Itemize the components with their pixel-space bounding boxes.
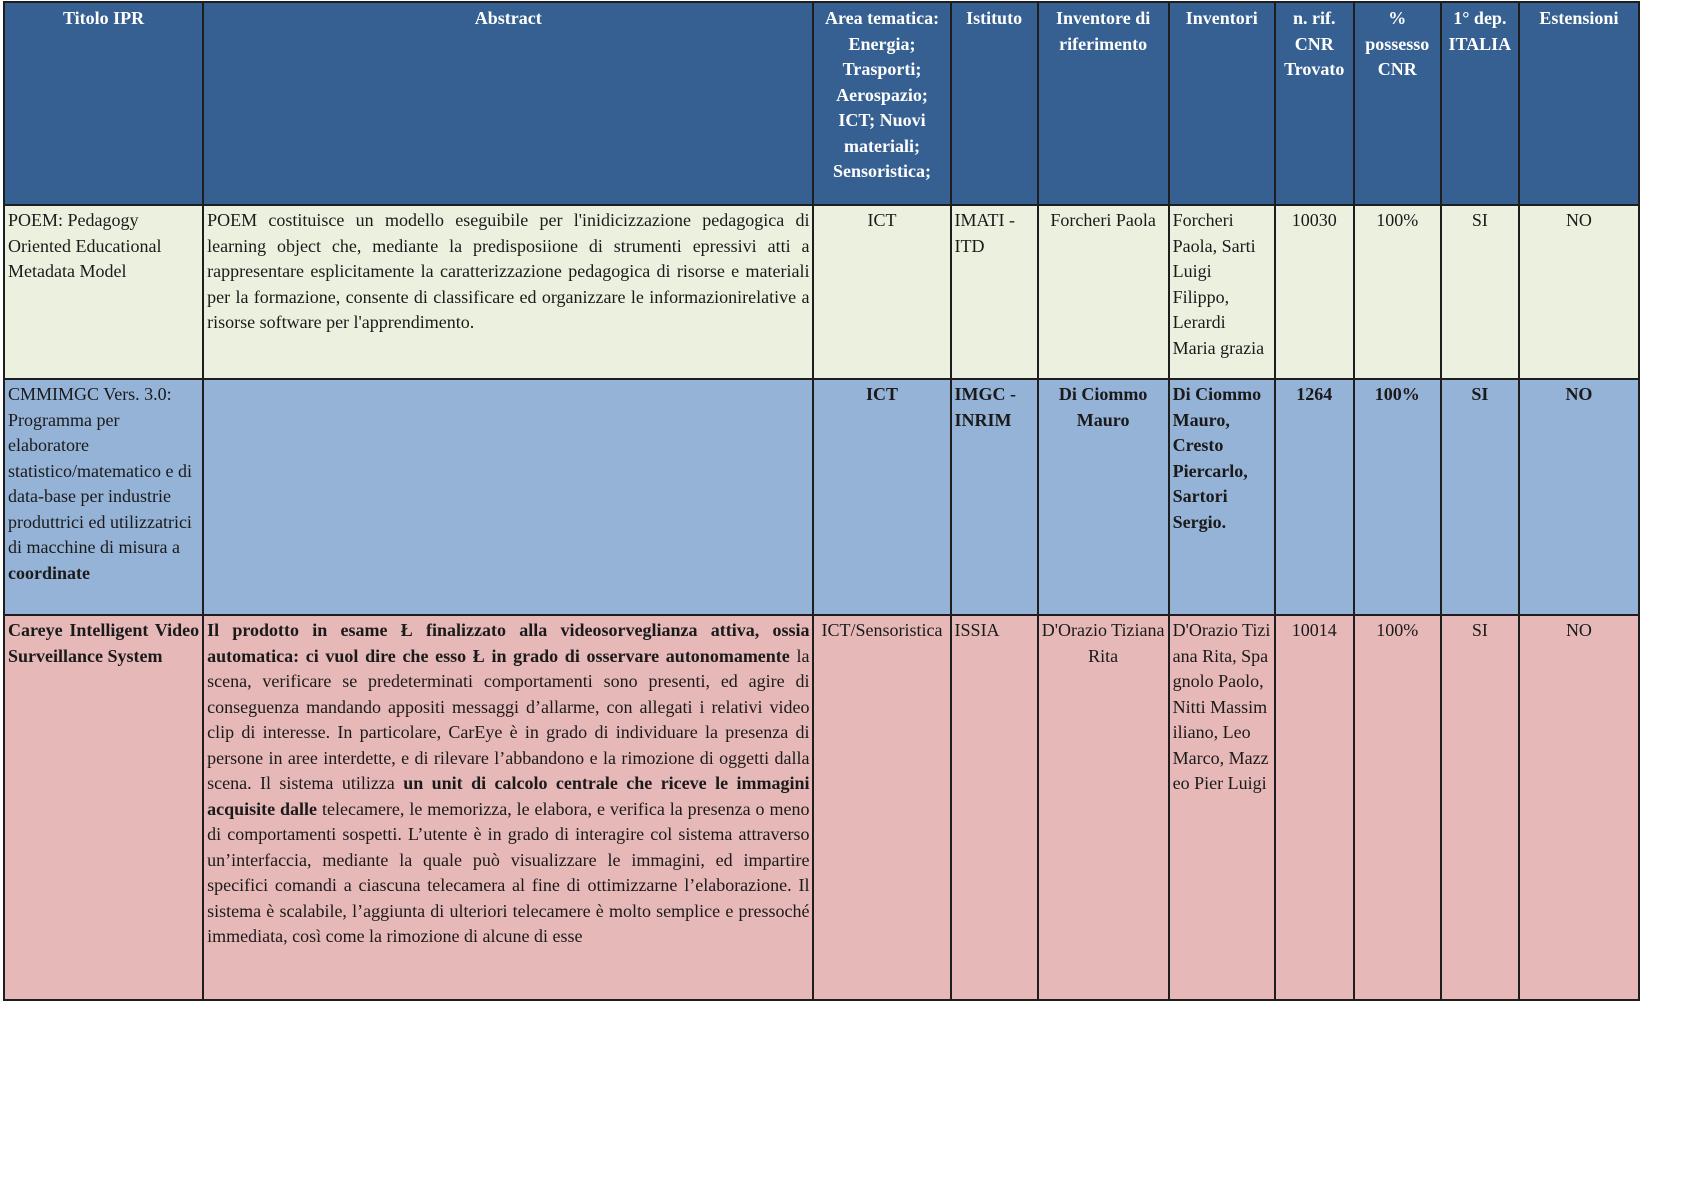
cell-istituto: ISSIA <box>951 615 1038 1000</box>
cell-istituto: IMGC - INRIM <box>951 379 1038 615</box>
cell-dep: SI <box>1441 205 1519 379</box>
header-inventore-rif: Inventore di riferimento <box>1038 2 1169 205</box>
table-row <box>4 205 1639 379</box>
header-inventori: Inventori <box>1169 2 1275 205</box>
cell-dep: SI <box>1441 615 1519 1000</box>
cell-inventore-rif: Di Ciommo Mauro <box>1038 379 1169 615</box>
cell-inventore-rif: D'Orazio Tiziana Rita <box>1038 615 1169 1000</box>
cell-n-rif: 1264 <box>1275 379 1354 615</box>
cell-estensioni: NO <box>1519 205 1639 379</box>
header-istituto: Istituto <box>951 2 1038 205</box>
header-area: Area tematica: Energia; Trasporti; Aerospazio; ICT; Nuovi materiali; Sensoristica; <box>813 2 950 205</box>
cell-area: ICT <box>813 205 950 379</box>
cell-inventore-rif: Forcheri Paola <box>1038 205 1169 379</box>
inventori-text: Forcheri Paola, Sarti Luigi Filippo, Lerardi Maria grazia <box>1172 210 1265 358</box>
abstract-bold-2: un unit di calcolo centrale che riceve le immagini acquisite dalle <box>207 773 810 819</box>
abstract-bold-1: Il prodotto in esame Ł finalizzato alla videosorveglianza attiva, ossia automatica: ci vuol dire che esso Ł in grado di osservare autonomamente <box>207 620 810 666</box>
cell-abstract <box>203 615 813 1000</box>
header-dep: 1° dep. ITALIA <box>1441 2 1519 205</box>
cell-istituto: IMATI - ITD <box>951 205 1038 379</box>
header-titolo: Titolo IPR <box>4 2 203 205</box>
header-abstract: Abstract <box>203 2 813 205</box>
cell-n-rif: 10030 <box>1275 205 1354 379</box>
cell-titolo <box>4 379 203 615</box>
titolo-text: CMMIMGC Vers. 3.0: Programma per elaboratore statistico/matematico e di data-base per industrie produttrici ed utilizzatrici di macchine di misura a <box>8 384 192 557</box>
table-row <box>4 615 1639 1000</box>
cell-estensioni: NO <box>1519 615 1639 1000</box>
titolo-bold-text: coordinate <box>8 562 90 583</box>
cell-possesso: 100% <box>1354 615 1441 1000</box>
cell-n-rif: 10014 <box>1275 615 1354 1000</box>
cell-area: ICT <box>813 379 950 615</box>
header-n-rif: n. rif. CNR Trovato <box>1275 2 1354 205</box>
abstract-text-2: telecamere, le memorizza, le elabora, e verifica la presenza o meno di comportamenti sospetti. L’utente è in grado di interagire col sistema attraverso un’interfaccia, mediante la quale può visualizzare le immagini, ed impartire specifici comandi a ciascuna telecamera al fine di ottimizzarne l’elaborazione. Il sistema è scalabile, l’aggiunta di ulteriori telecamere è molto semplice e pressoché immediata, così come la rimozione di alcune di esse <box>207 798 810 946</box>
header-possesso: % possesso CNR <box>1354 2 1441 205</box>
cell-inventori: D'Orazio Tiziana Rita, Spagnolo Paolo, Nitti Massimiliano, Leo Marco, Mazzeo Pier Luigi <box>1169 615 1275 1000</box>
cell-inventori <box>1169 205 1275 379</box>
cell-titolo: Careye Intelligent Video Surveillance System <box>4 615 203 1000</box>
cell-possesso: 100% <box>1354 379 1441 615</box>
cell-estensioni: NO <box>1519 379 1639 615</box>
header-estensioni: Estensioni <box>1519 2 1639 205</box>
cell-titolo: POEM: Pedagogy Oriented Educational Metadata Model <box>4 205 203 379</box>
cell-dep: SI <box>1441 379 1519 615</box>
cell-possesso: 100% <box>1354 205 1441 379</box>
cell-area: ICT/Sensoristica <box>813 615 950 1000</box>
ipr-table <box>3 1 1640 1001</box>
cell-abstract: POEM costituisce un modello eseguibile per l'inidicizzazione pedagogica di learning object che, mediante la predisposiione di strumenti epressivi atti a rappresentare esplicitamente la caratterizzazione pedagogica di risorse e materiali per la formazione, consente di classificare ed organizzare le informazionirelative a risorse software per l'apprendimento. <box>203 205 813 379</box>
table-row <box>4 379 1639 615</box>
abstract-text-1: la scena, verificare se predeterminati comportamenti sono presenti, ed agire di conseguenza mandando appositi messaggi d’allarme, con allegati i relativi video clip di interesse. In particolare, CarEye è in grado di individuare la presenza di persone in aree interdette, e di rilevare l’abbandono e la rimozione di oggetti dalla scena. Il sistema utilizza <box>207 645 810 793</box>
cell-inventori: Di Ciommo Mauro, Cresto Piercarlo, Sartori Sergio. <box>1169 379 1275 615</box>
header-row <box>4 2 1639 205</box>
cell-abstract <box>203 379 813 615</box>
